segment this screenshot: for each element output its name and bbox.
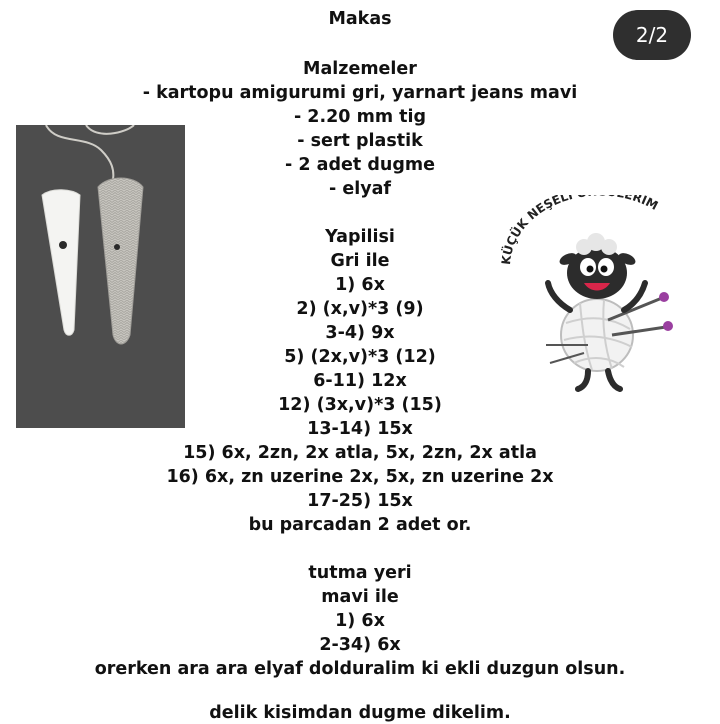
material-item: - 2 adet dugme: [285, 155, 435, 175]
pattern-row: 1) 6x: [335, 275, 385, 295]
handle-heading: tutma yeri: [308, 563, 412, 583]
color-subheading: mavi ile: [321, 587, 399, 607]
pattern-note: bu parcadan 2 adet or.: [248, 515, 472, 535]
pattern-row: 12) (3x,v)*3 (15): [278, 395, 442, 415]
pattern-row: 17-25) 15x: [307, 491, 413, 511]
pattern-row: 6-11) 12x: [313, 371, 407, 391]
pattern-row: 2) (x,v)*3 (9): [296, 299, 424, 319]
instructions-heading: Yapilisi: [325, 227, 395, 247]
logo-arc-text: KÜÇÜK NEŞELİ ERİM: [500, 195, 661, 266]
material-item: - elyaf: [328, 179, 392, 199]
pattern-note: delik kisimdan dugme dikelim.: [209, 703, 511, 723]
pattern-row: 3-4) 9x: [325, 323, 395, 343]
pattern-row: 2-34) 6x: [319, 635, 401, 655]
sheep-yarn-logo: [500, 195, 700, 395]
pattern-row: 5) (2x,v)*3 (12): [284, 347, 436, 367]
pattern-row: 13-14) 15x: [307, 419, 413, 439]
material-item: - 2.20 mm tig: [293, 107, 427, 127]
color-subheading: Gri ile: [330, 251, 390, 271]
scissors-parts-photo: [16, 125, 185, 428]
material-item: - sert plastik: [297, 131, 423, 151]
page-counter-text: 2/2: [635, 23, 669, 47]
pattern-title: Makas: [328, 9, 392, 29]
photo-illustration: [16, 125, 185, 428]
material-item: - kartopu amigurumi gri, yarnart jeans mavi: [142, 83, 578, 103]
page-counter-badge: [613, 10, 691, 60]
pattern-note: orerken ara ara elyaf dolduralim ki ekli duzgun olsun.: [94, 659, 626, 679]
materials-heading: Malzemeler: [303, 59, 417, 79]
pattern-row: 15) 6x, 2zn, 2x atla, 5x, 2zn, 2x atla: [183, 443, 537, 463]
pattern-row: 16) 6x, zn uzerine 2x, 5x, zn uzerine 2x: [166, 467, 554, 487]
sheep-logo-illustration: [500, 195, 700, 395]
pattern-row: 1) 6x: [335, 611, 385, 631]
